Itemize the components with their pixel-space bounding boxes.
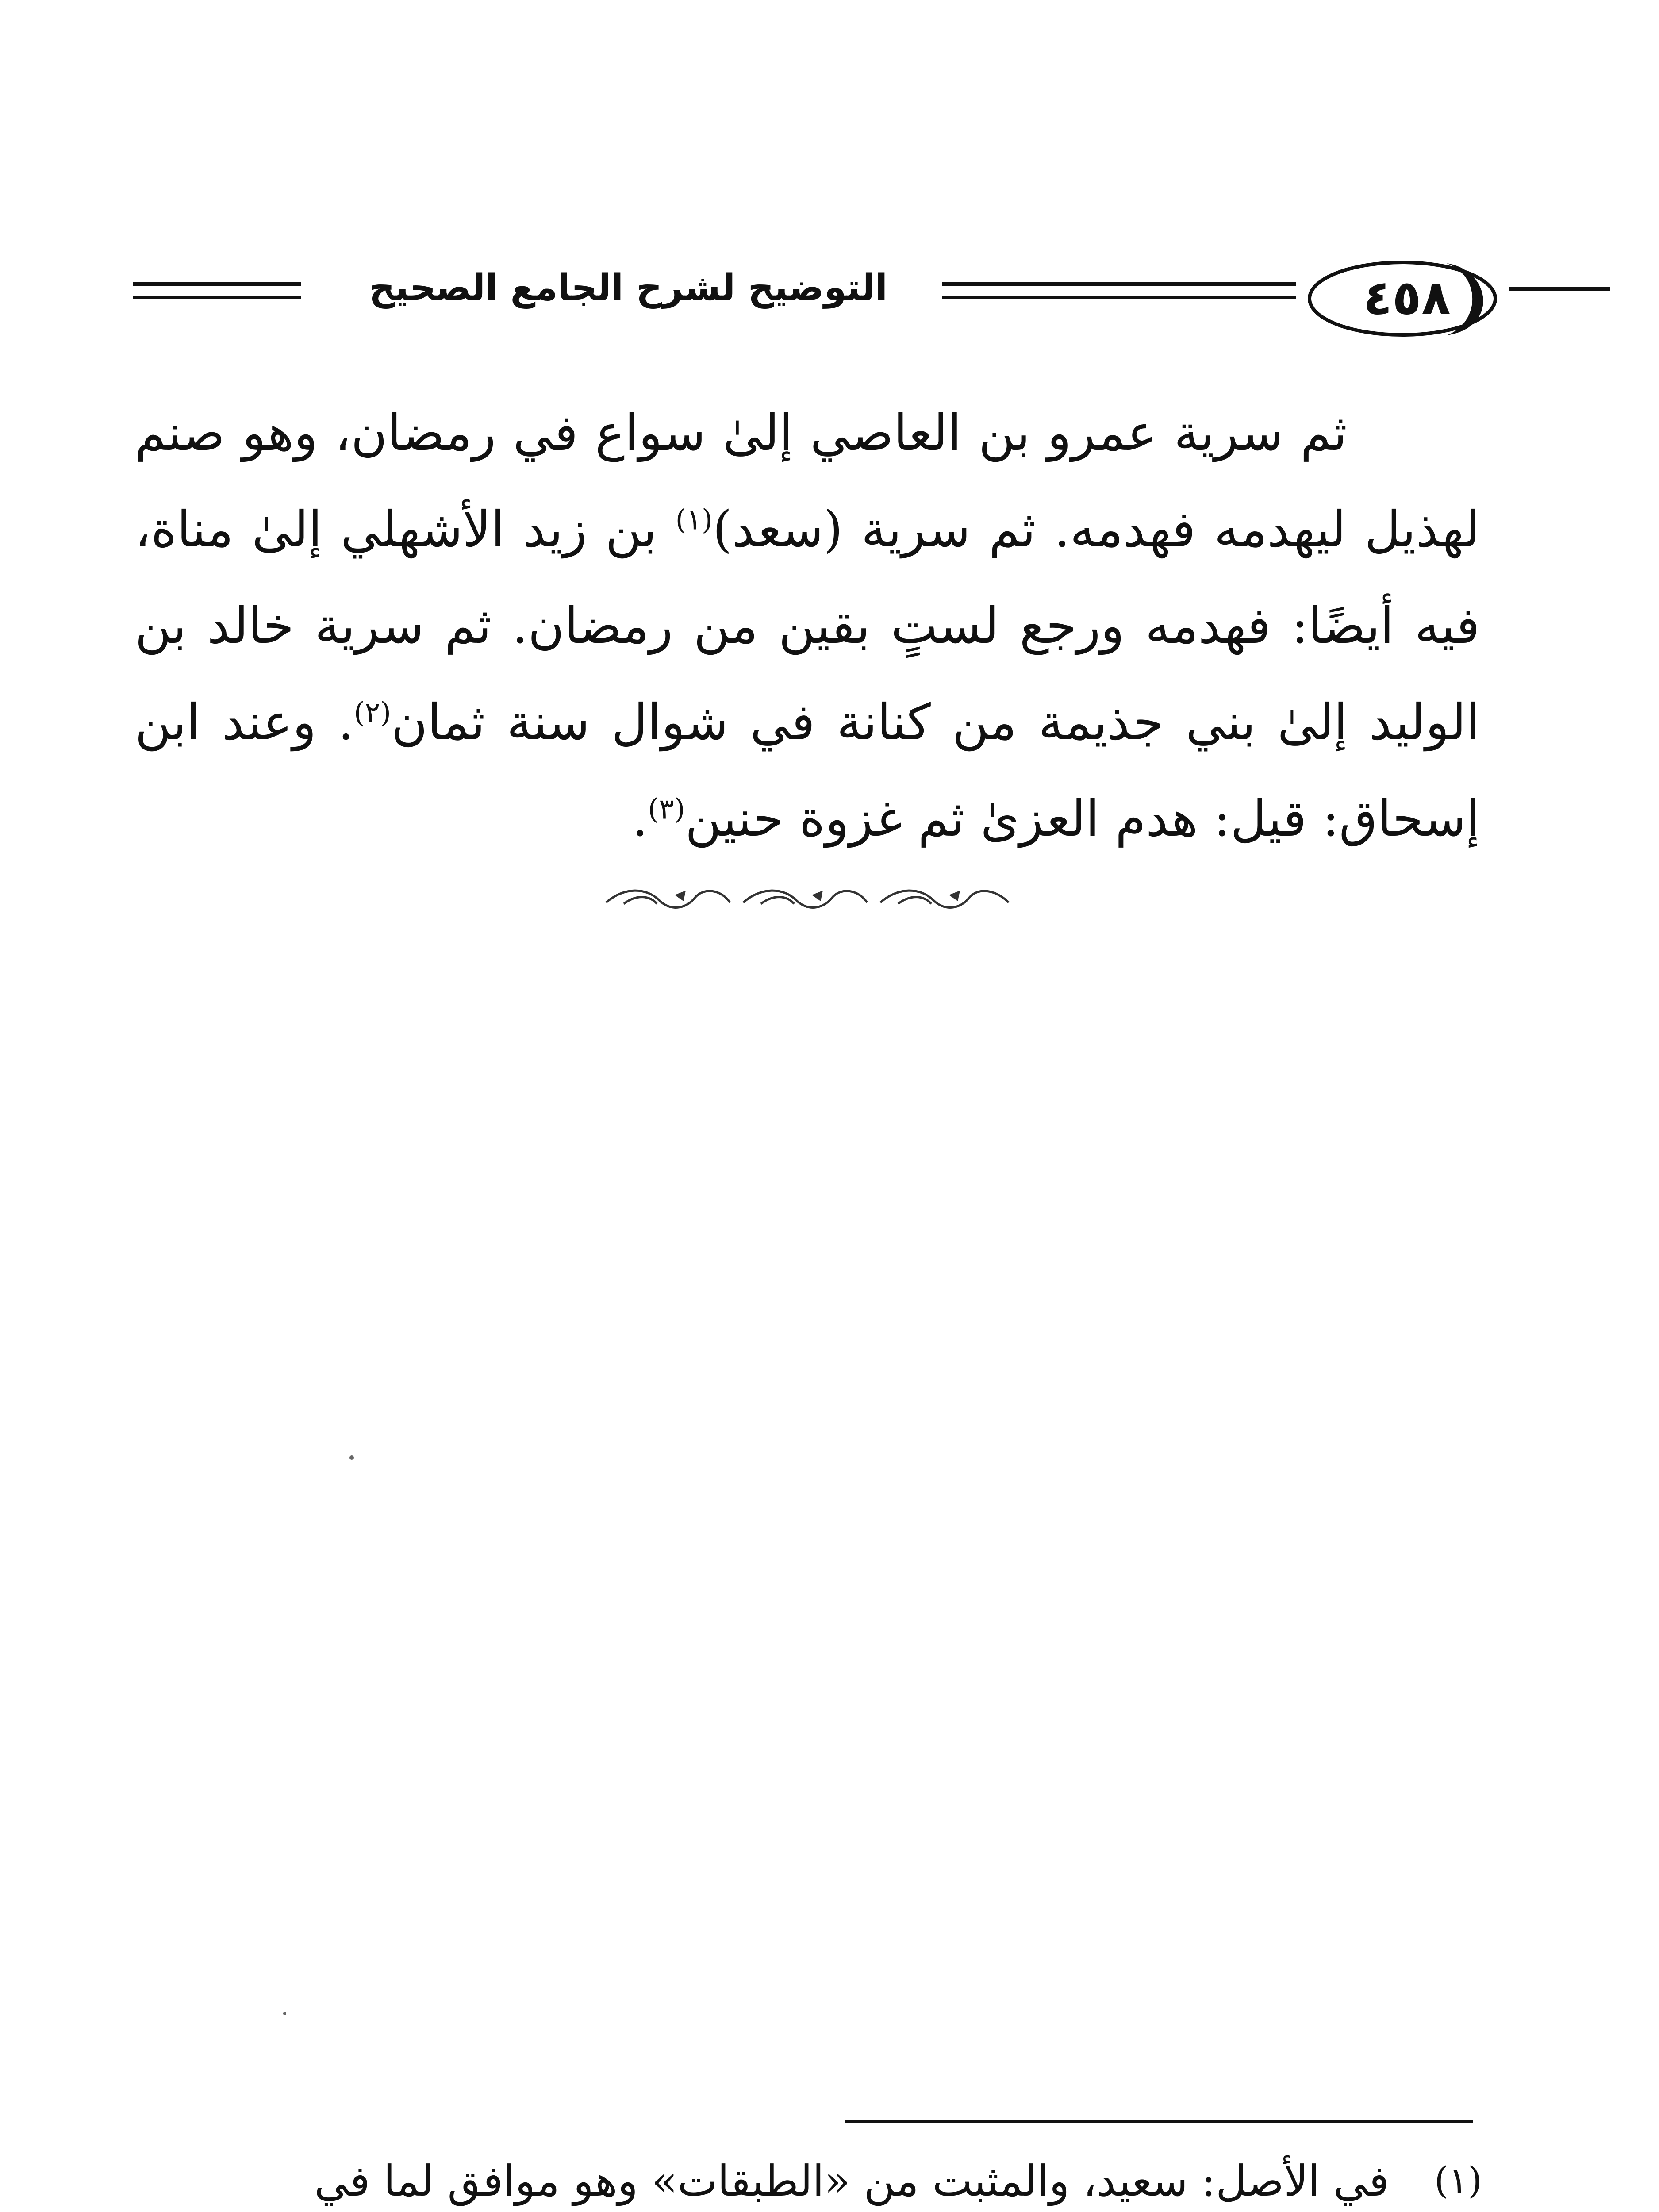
- running-title: التوضيح لشرح الجامع الصحيح: [367, 248, 889, 327]
- footnote-1: [133, 2141, 1482, 2212]
- footnote-ref-1[interactable]: (١): [675, 503, 713, 537]
- body-text: [135, 385, 1480, 867]
- header-rule-middle-top: [942, 282, 1296, 286]
- paragraph-text-part: ثم سرية عمرو بن العاصي إلىٰ سواع في رمضان، وهو صنم لهذيل ليهدمه فهدمه. ثم سرية (سعد): [135, 404, 1480, 558]
- footnote-ref-3[interactable]: (٣): [648, 793, 685, 826]
- paragraph-text-part: .: [632, 790, 648, 848]
- scan-speck: [283, 2012, 286, 2015]
- paragraph-text-part: . وعند ابن إسحاق: قيل: هدم العزىٰ ثم غزوة حنين: [135, 694, 1480, 848]
- body-paragraph: [135, 385, 1480, 867]
- scan-speck: [349, 1455, 354, 1460]
- page-number: ٤٥٨: [1363, 270, 1451, 326]
- footnotes: [133, 2141, 1482, 2212]
- page-header: [133, 230, 1482, 363]
- footnote-number: (١): [1434, 2160, 1482, 2202]
- paragraph-text-part: بن زيد الأشهلي إلىٰ مناة، فيه أيضًا: فهدمه ورجع لستٍ بقين من رمضان. ثم سرية خالد بن الوليد إلىٰ بني جذيمة من كنانة في شوال سنة ثمان: [135, 501, 1480, 751]
- footnote-separator: [845, 2120, 1473, 2123]
- header-rule-middle-bottom: [942, 296, 1296, 299]
- header-rule-right: [1509, 287, 1610, 291]
- header-rule-left-top: [133, 282, 301, 286]
- footnote-ref-2[interactable]: (٢): [353, 696, 392, 730]
- footnote-text: في الأصل: سعيد، والمثبت من «الطبقات» وهو موافق لما في: [314, 2156, 1389, 2206]
- header-rule-left-bottom: [133, 296, 301, 299]
- page-number-badge: [1301, 257, 1504, 341]
- ornament-divider-icon: [597, 878, 1018, 918]
